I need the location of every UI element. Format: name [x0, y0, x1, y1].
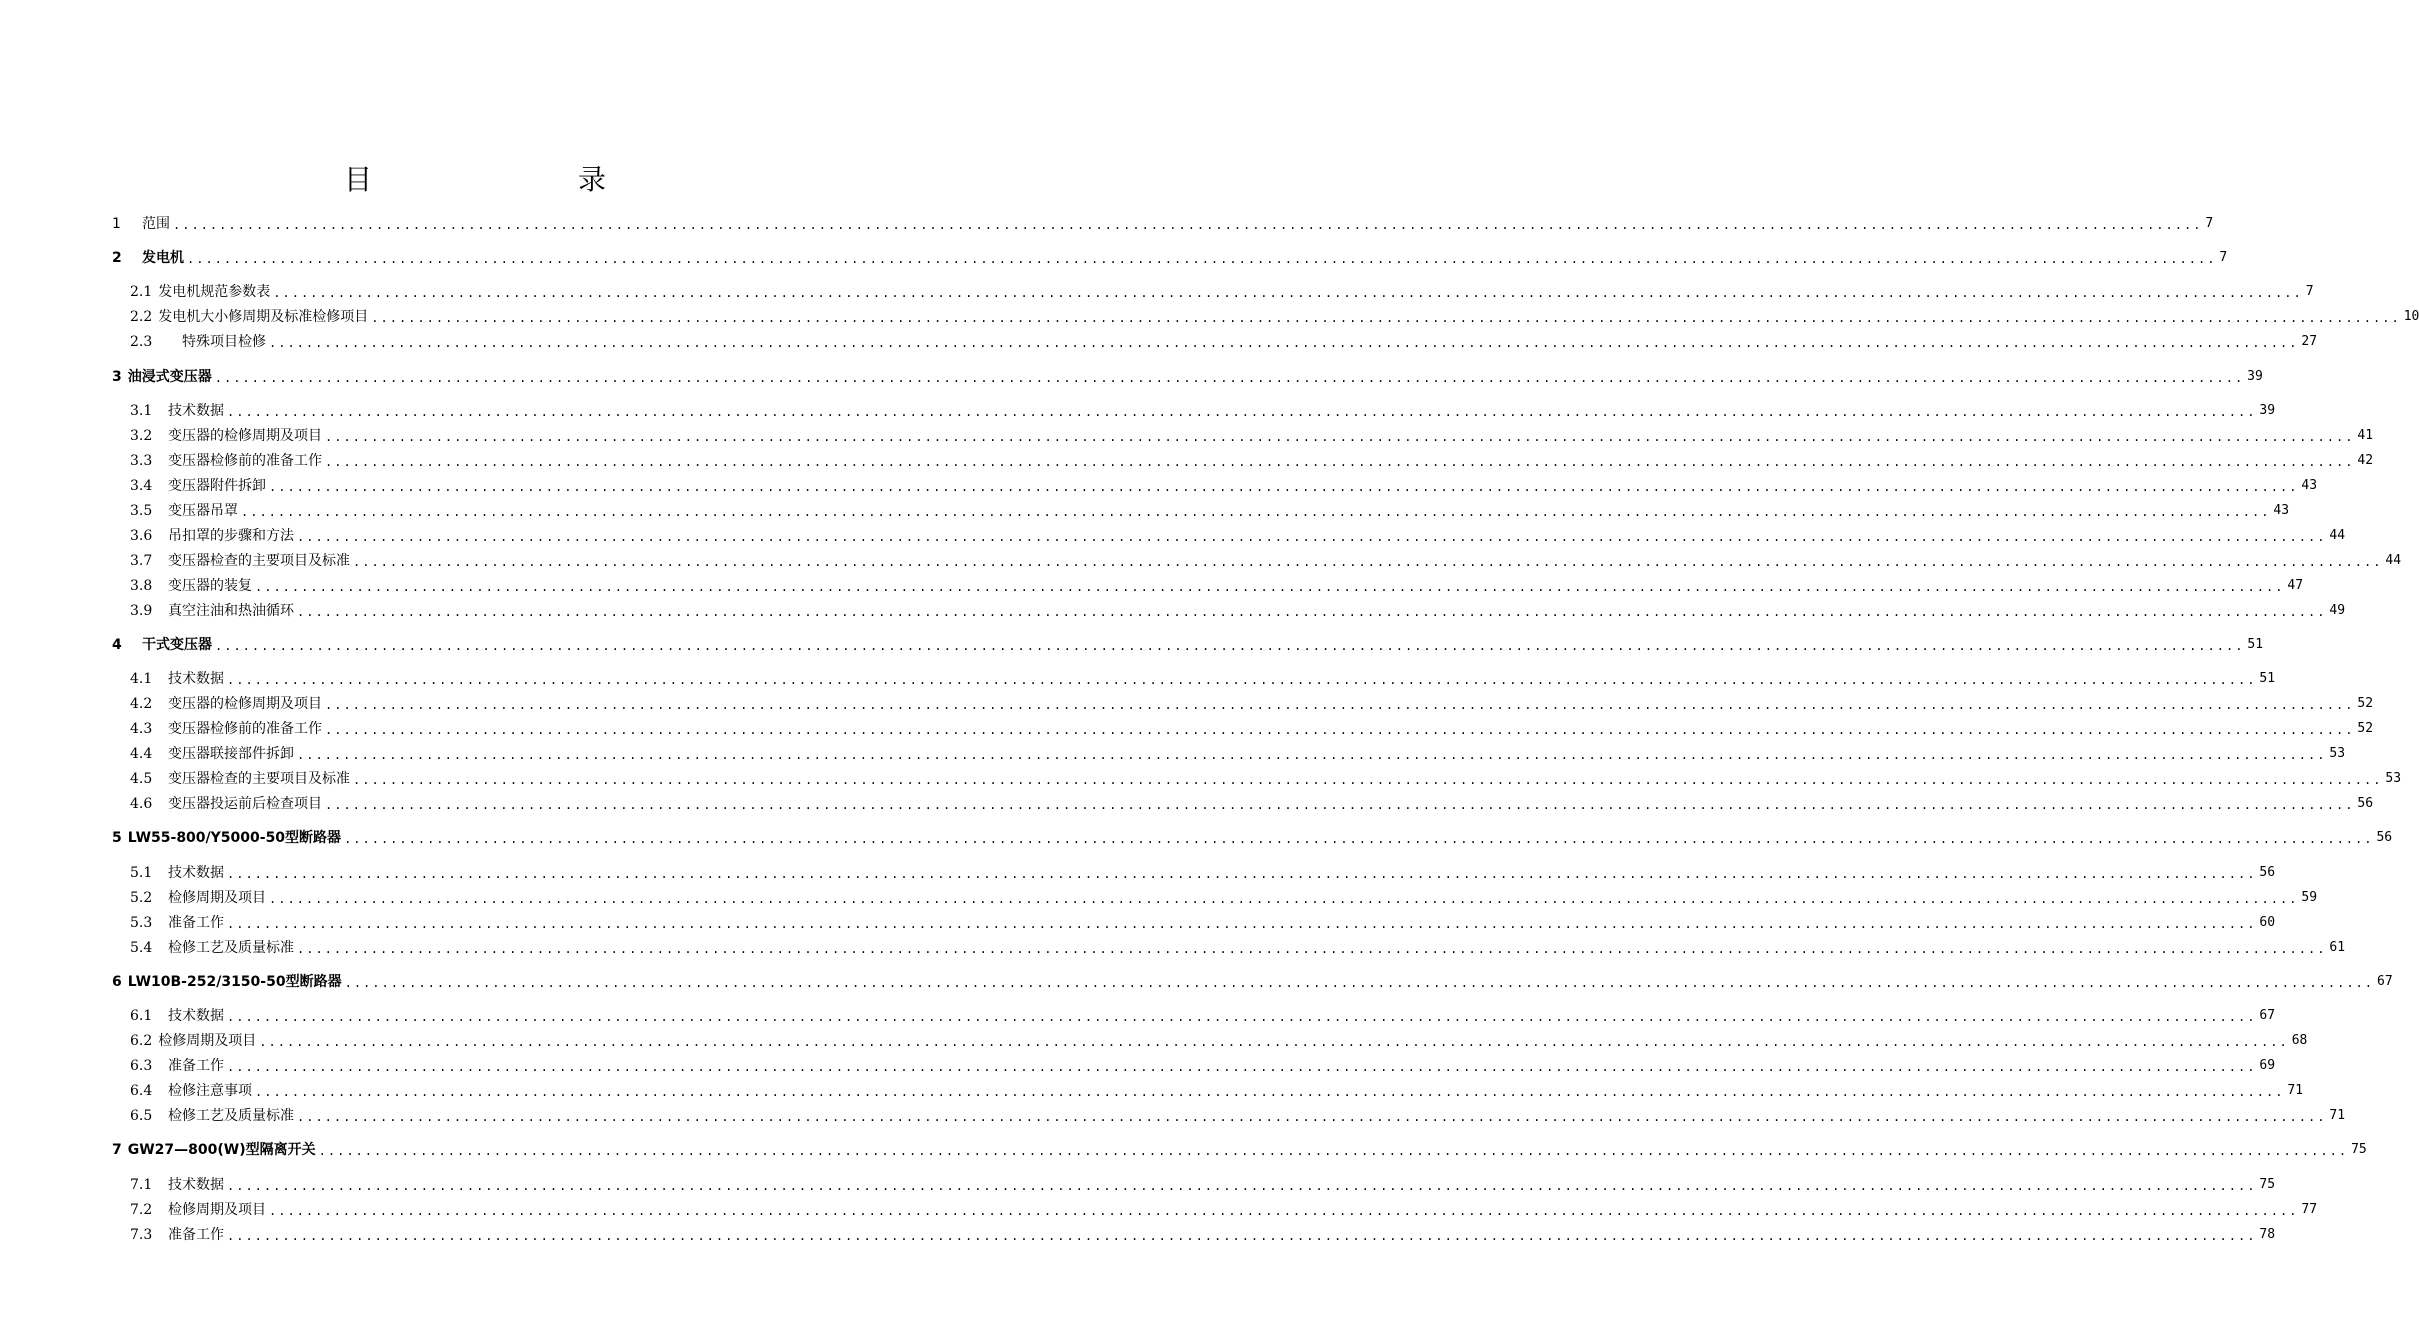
toc-dot-leader: ............................................................................................................................................................................................................................ — [344, 976, 2375, 990]
toc-section-entry[interactable] — [130, 523, 2346, 545]
toc-section-entry[interactable] — [130, 1103, 2346, 1125]
toc-dot-leader: ............................................................................................................................................................................................................................ — [227, 917, 2257, 931]
toc-entry-number: 4.1 — [130, 671, 153, 687]
toc-dot-leader: ............................................................................................................................................................................................................................ — [353, 555, 2383, 569]
toc-entry-number: 6.5 — [130, 1108, 153, 1124]
toc-entry-number: 6.3 — [130, 1058, 153, 1074]
toc-entry-title: 检修周期及项目 — [158, 1033, 257, 1049]
toc-entry-page-number: 43 — [2301, 478, 2318, 493]
toc-entry-page-number: 7 — [2305, 284, 2314, 299]
toc-entry-number: 1 — [112, 216, 121, 232]
toc-entry-page-number: 53 — [2329, 746, 2346, 761]
toc-entry-title: 变压器检修前的准备工作 — [168, 453, 322, 469]
toc-dot-leader: ............................................................................................................................................................................................................................ — [214, 371, 2245, 385]
toc-section-entry[interactable] — [130, 716, 2374, 738]
toc-entry-number: 3.5 — [130, 503, 153, 519]
toc-dot-leader: ............................................................................................................................................................................................................................ — [371, 311, 2401, 325]
toc-dot-leader: ............................................................................................................................................................................................................................ — [227, 1010, 2257, 1024]
toc-section-entry[interactable] — [130, 860, 2276, 882]
toc-entry-title: 准备工作 — [168, 1058, 224, 1074]
toc-section-entry[interactable] — [130, 329, 2318, 351]
toc-entry-title: 特殊项目检修 — [168, 334, 266, 350]
toc-entry-title: 技术数据 — [168, 671, 224, 687]
toc-dot-leader: ............................................................................................................................................................................................................................ — [255, 580, 2285, 594]
toc-dot-leader: ............................................................................................................................................................................................................................ — [325, 698, 2355, 712]
toc-section-entry[interactable] — [130, 1078, 2304, 1100]
toc-entry-title: 技术数据 — [168, 403, 224, 419]
toc-chapter-entry[interactable] — [112, 969, 2393, 991]
toc-dot-leader: ............................................................................................................................................................................................................................ — [227, 1229, 2257, 1243]
toc-entry-page-number: 56 — [2376, 830, 2393, 845]
toc-entry-number: 3.4 — [130, 478, 153, 494]
toc-dot-leader: ............................................................................................................................................................................................................................ — [227, 1179, 2257, 1193]
toc-chapter-entry[interactable] — [112, 825, 2393, 847]
toc-entry-number: 6.1 — [130, 1008, 153, 1024]
toc-entry-number: 2 — [112, 250, 122, 266]
toc-dot-leader: ............................................................................................................................................................................................................................ — [325, 455, 2355, 469]
toc-section-entry[interactable] — [130, 1197, 2318, 1219]
toc-dot-leader: ............................................................................................................................................................................................................................ — [297, 748, 2327, 762]
toc-dot-leader: ............................................................................................................................................................................................................................ — [187, 252, 2217, 266]
toc-entry-number: 5 — [112, 830, 122, 846]
toc-entry-number: 2.1 — [130, 284, 153, 300]
toc-section-entry[interactable] — [130, 741, 2346, 763]
toc-dot-leader: ............................................................................................................................................................................................................................ — [344, 832, 2374, 846]
toc-dot-leader: ............................................................................................................................................................................................................................ — [227, 1060, 2257, 1074]
toc-entry-number: 7.3 — [130, 1227, 153, 1243]
toc-dot-leader: ............................................................................................................................................................................................................................ — [269, 1204, 2299, 1218]
toc-entry-number: 3.1 — [130, 403, 153, 419]
toc-entry-number: 4.5 — [130, 771, 153, 787]
toc-entry-title: 变压器投运前后检查项目 — [168, 796, 322, 812]
toc-entry-page-number: 71 — [2329, 1108, 2346, 1123]
toc-entry-title: 技术数据 — [168, 1008, 224, 1024]
toc-section-entry[interactable] — [130, 910, 2276, 932]
toc-dot-leader: ............................................................................................................................................................................................................................ — [269, 480, 2299, 494]
toc-entry-title: 发电机规范参数表 — [158, 284, 271, 300]
toc-entry-page-number: 75 — [2259, 1177, 2276, 1192]
toc-entry-title: 变压器附件拆卸 — [168, 478, 266, 494]
toc-entry-number: 5.1 — [130, 865, 153, 881]
toc-entry-title: 油浸式变压器 — [127, 369, 212, 385]
toc-entry-title: 检修工艺及质量标准 — [168, 1108, 294, 1124]
toc-entry-number: 3.3 — [130, 453, 153, 469]
toc-entry-page-number: 42 — [2357, 453, 2374, 468]
toc-section-entry[interactable] — [130, 304, 2419, 326]
toc-dot-leader: ............................................................................................................................................................................................................................ — [297, 942, 2327, 956]
toc-entry-page-number: 67 — [2377, 974, 2393, 989]
toc-section-entry[interactable] — [130, 1003, 2276, 1025]
toc-entry-title: 变压器联接部件拆卸 — [168, 746, 294, 762]
toc-entry-title: 检修工艺及质量标准 — [168, 940, 294, 956]
toc-entry-page-number: 59 — [2301, 890, 2318, 905]
toc-dot-leader: ............................................................................................................................................................................................................................ — [259, 1035, 2289, 1049]
toc-entry-page-number: 10 — [2403, 309, 2419, 324]
toc-section-entry[interactable] — [130, 423, 2374, 445]
toc-chapter-entry[interactable] — [112, 1137, 2367, 1159]
toc-entry-page-number: 44 — [2329, 528, 2346, 543]
toc-entry-number: 3.9 — [130, 603, 153, 619]
toc-dot-leader: ............................................................................................................................................................................................................................ — [297, 530, 2327, 544]
toc-entry-title: 范围 — [142, 216, 170, 232]
toc-entry-title: 变压器的检修周期及项目 — [168, 696, 322, 712]
toc-chapter-entry[interactable] — [112, 632, 2264, 654]
toc-entry-page-number: 44 — [2385, 553, 2402, 568]
toc-entry-page-number: 43 — [2273, 503, 2290, 518]
toc-dot-leader: ............................................................................................................................................................................................................................ — [269, 336, 2299, 350]
toc-section-entry[interactable] — [130, 473, 2318, 495]
toc-entry-number: 2.2 — [130, 309, 153, 325]
toc-entry-title: LW55-800/Y5000-50型断路器 — [127, 830, 342, 846]
toc-entry-title: 变压器的检修周期及项目 — [168, 428, 322, 444]
toc-entry-title: 变压器检修前的准备工作 — [168, 721, 322, 737]
toc-section-entry[interactable] — [130, 1028, 2308, 1050]
toc-section-entry[interactable] — [130, 548, 2402, 570]
toc-dot-leader: ............................................................................................................................................................................................................................ — [297, 605, 2327, 619]
toc-entry-page-number: 51 — [2247, 637, 2264, 652]
toc-section-entry[interactable] — [130, 885, 2318, 907]
toc-entry-title: 技术数据 — [168, 865, 224, 881]
toc-entry-page-number: 39 — [2259, 403, 2276, 418]
toc-dot-leader: ............................................................................................................................................................................................................................ — [255, 1085, 2285, 1099]
toc-entry-title: LW10B-252/3150-50型断路器 — [127, 974, 342, 990]
toc-section-entry[interactable] — [130, 279, 2314, 301]
toc-entry-number: 6 — [112, 974, 122, 990]
toc-entry-number: 7 — [112, 1142, 122, 1158]
toc-dot-leader: ............................................................................................................................................................................................................................ — [227, 405, 2257, 419]
toc-dot-leader: ............................................................................................................................................................................................................................ — [227, 867, 2257, 881]
toc-entry-title: 变压器吊罩 — [168, 503, 238, 519]
toc-entry-number: 3 — [112, 369, 122, 385]
toc-entry-title: 准备工作 — [168, 915, 224, 931]
toc-entry-title: 真空注油和热油循环 — [168, 603, 294, 619]
toc-section-entry[interactable] — [130, 573, 2304, 595]
toc-chapter-entry[interactable] — [112, 245, 2228, 267]
toc-section-entry[interactable] — [130, 1222, 2276, 1244]
toc-entry-number: 4 — [112, 637, 122, 653]
page-title: 目 录 — [343, 163, 656, 196]
toc-dot-leader: ............................................................................................................................................................................................................................ — [227, 673, 2257, 687]
toc-dot-leader: ............................................................................................................................................................................................................................ — [269, 892, 2299, 906]
toc-entry-page-number: 53 — [2385, 771, 2402, 786]
toc-entry-number: 7.2 — [130, 1202, 153, 1218]
toc-entry-number: 4.2 — [130, 696, 153, 712]
toc-section-entry[interactable] — [130, 398, 2276, 420]
toc-entry-number: 5.4 — [130, 940, 153, 956]
toc-entry-page-number: 67 — [2259, 1008, 2276, 1023]
toc-entry-page-number: 7 — [2205, 216, 2214, 231]
toc-entry-page-number: 69 — [2259, 1058, 2276, 1073]
toc-dot-leader: ............................................................................................................................................................................................................................ — [173, 218, 2203, 232]
toc-section-entry[interactable] — [130, 1172, 2276, 1194]
toc-chapter-entry[interactable] — [112, 211, 2214, 233]
toc-entry-title: 检修注意事项 — [168, 1083, 252, 1099]
toc-entry-title: 发电机大小修周期及标准检修项目 — [158, 309, 369, 325]
toc-entry-number: 5.3 — [130, 915, 153, 931]
toc-entry-number: 4.4 — [130, 746, 153, 762]
toc-entry-page-number: 41 — [2357, 428, 2374, 443]
toc-entry-page-number: 49 — [2329, 603, 2346, 618]
toc-section-entry[interactable] — [130, 598, 2346, 620]
toc-section-entry[interactable] — [130, 448, 2374, 470]
toc-section-entry[interactable] — [130, 691, 2374, 713]
toc-dot-leader: ............................................................................................................................................................................................................................ — [325, 798, 2355, 812]
toc-entry-page-number: 78 — [2259, 1227, 2276, 1242]
toc-entry-number: 4.3 — [130, 721, 153, 737]
toc-section-entry[interactable] — [130, 791, 2374, 813]
toc-entry-number: 3.6 — [130, 528, 153, 544]
toc-entry-page-number: 56 — [2259, 865, 2276, 880]
toc-dot-leader: ............................................................................................................................................................................................................................ — [325, 723, 2355, 737]
toc-entry-page-number: 77 — [2301, 1202, 2318, 1217]
toc-entry-title: 准备工作 — [168, 1227, 224, 1243]
toc-dot-leader: ............................................................................................................................................................................................................................ — [241, 505, 2271, 519]
toc-section-entry[interactable] — [130, 1053, 2276, 1075]
toc-entry-page-number: 61 — [2329, 940, 2346, 955]
toc-entry-page-number: 47 — [2287, 578, 2304, 593]
toc-entry-title: 发电机 — [142, 250, 184, 266]
toc-entry-title: 干式变压器 — [142, 637, 212, 653]
toc-entry-title: 吊扣罩的步骤和方法 — [168, 528, 294, 544]
toc-section-entry[interactable] — [130, 666, 2276, 688]
toc-entry-number: 6.4 — [130, 1083, 153, 1099]
toc-section-entry[interactable] — [130, 766, 2402, 788]
toc-entry-page-number: 60 — [2259, 915, 2276, 930]
toc-entry-number: 7.1 — [130, 1177, 153, 1193]
toc-entry-number: 6.2 — [130, 1033, 153, 1049]
toc-section-entry[interactable] — [130, 498, 2290, 520]
toc-dot-leader: ............................................................................................................................................................................................................................ — [273, 286, 2303, 300]
toc-dot-leader: ............................................................................................................................................................................................................................ — [297, 1110, 2327, 1124]
toc-entry-number: 2.3 — [130, 334, 153, 350]
toc-entry-number: 4.6 — [130, 796, 153, 812]
toc-entry-title: 检修周期及项目 — [168, 890, 266, 906]
toc-section-entry[interactable] — [130, 935, 2346, 957]
toc-entry-page-number: 68 — [2291, 1033, 2308, 1048]
toc-entry-page-number: 39 — [2247, 369, 2263, 384]
toc-dot-leader: ............................................................................................................................................................................................................................ — [215, 639, 2245, 653]
toc-chapter-entry[interactable] — [112, 364, 2263, 386]
toc-entry-title: GW27—800(W)型隔离开关 — [127, 1142, 316, 1158]
toc-entry-page-number: 51 — [2259, 671, 2276, 686]
toc-entry-title: 变压器的装复 — [168, 578, 252, 594]
toc-entry-title: 变压器检查的主要项目及标准 — [168, 771, 350, 787]
toc-entry-page-number: 71 — [2287, 1083, 2304, 1098]
toc-dot-leader: ............................................................................................................................................................................................................................ — [318, 1144, 2349, 1158]
toc-entry-number: 3.7 — [130, 553, 153, 569]
toc-dot-leader: ............................................................................................................................................................................................................................ — [353, 773, 2383, 787]
toc-entry-page-number: 52 — [2357, 721, 2374, 736]
toc-entry-number: 3.2 — [130, 428, 153, 444]
toc-entry-number: 3.8 — [130, 578, 153, 594]
toc-entry-title: 技术数据 — [168, 1177, 224, 1193]
toc-entry-page-number: 52 — [2357, 696, 2374, 711]
toc-entry-title: 变压器检查的主要项目及标准 — [168, 553, 350, 569]
toc-entry-page-number: 75 — [2351, 1142, 2367, 1157]
toc-dot-leader: ............................................................................................................................................................................................................................ — [325, 430, 2355, 444]
toc-entry-page-number: 27 — [2301, 334, 2318, 349]
toc-entry-page-number: 56 — [2357, 796, 2374, 811]
toc-entry-page-number: 7 — [2219, 250, 2228, 265]
toc-entry-number: 5.2 — [130, 890, 153, 906]
toc-entry-title: 检修周期及项目 — [168, 1202, 266, 1218]
